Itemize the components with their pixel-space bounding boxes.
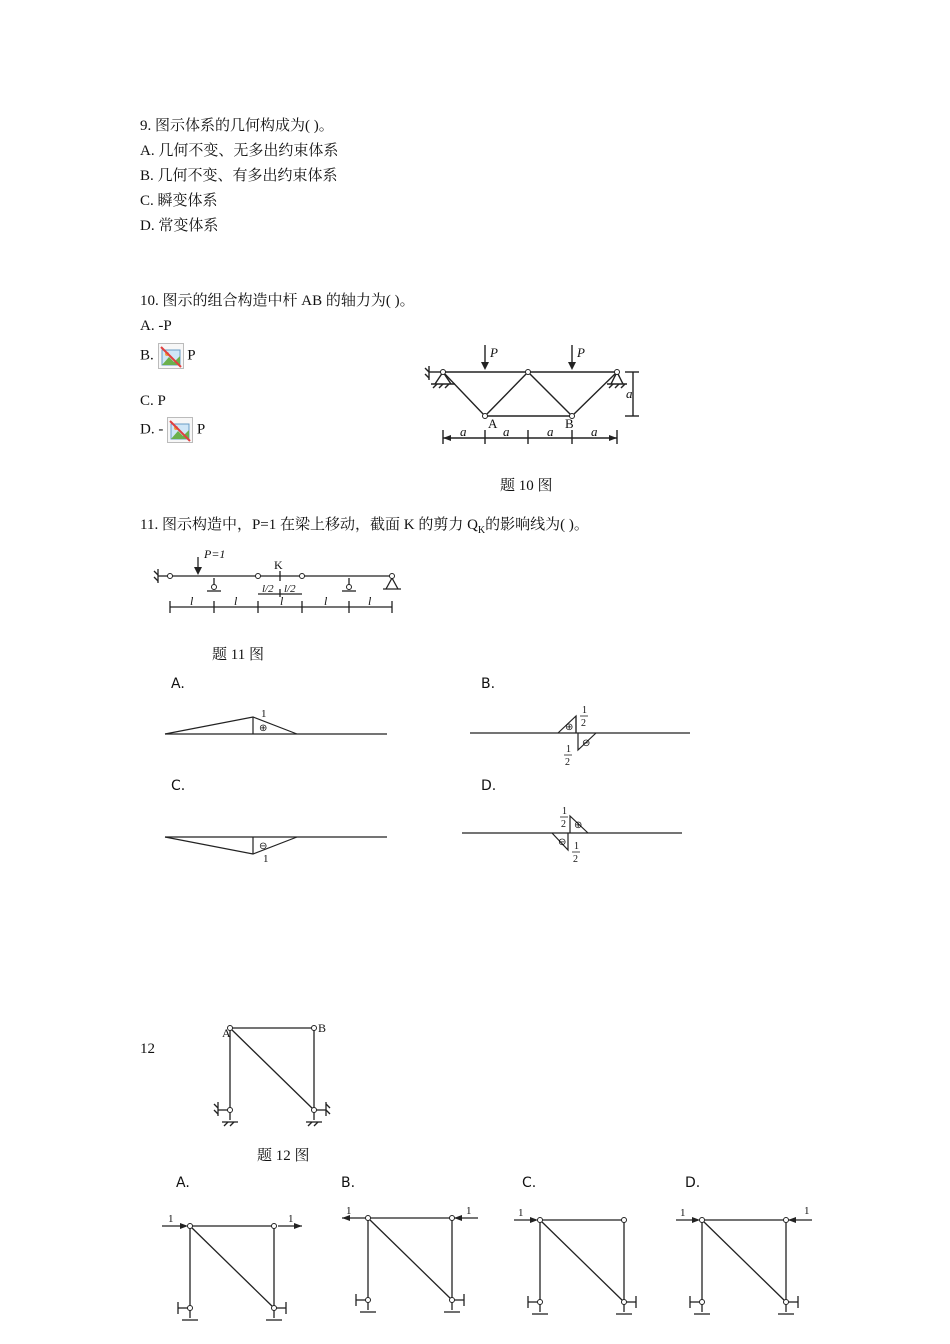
q9-option-b: B. 几何不变、有多出约束体系 <box>140 168 338 184</box>
q12-stem: 12 <box>140 1041 155 1057</box>
value-label: 1 <box>562 806 567 817</box>
q10-truss-figure <box>415 340 655 450</box>
q11-stem-subscript: K <box>477 525 486 536</box>
force-label: 1 <box>466 1205 472 1217</box>
value-label: 1 <box>582 705 587 716</box>
sign-label: ⊕ <box>259 723 268 734</box>
force-label: 1 <box>288 1213 294 1225</box>
q11-stem <box>140 516 589 540</box>
sign-label: ⊖ <box>582 738 591 749</box>
q11-stem-tail: 的影响线为( )。 <box>485 517 589 533</box>
q11-stem-main: 11. 图示构造中，P=1 在梁上移动，截面 K 的剪力 Q <box>140 517 478 533</box>
q10-option-a: A. -P <box>140 318 172 334</box>
value-label: 1 <box>574 841 579 852</box>
node-label-a: A <box>222 1026 231 1040</box>
value-label: 1 <box>263 853 269 865</box>
broken-image-icon <box>158 343 184 369</box>
q11-option-d-label: D. <box>481 778 497 794</box>
broken-image-icon <box>167 417 193 443</box>
q10-caption: 题 10 图 <box>500 478 553 494</box>
node-label-b: B <box>565 416 574 431</box>
q10-option-d <box>140 417 205 443</box>
svg-text:2: 2 <box>561 819 566 830</box>
q9-option-c: C. 瞬变体系 <box>140 193 218 209</box>
dim-label: a <box>460 424 467 439</box>
load-label: P <box>490 345 498 360</box>
load-label: P <box>577 345 585 360</box>
sign-label: ⊖ <box>259 841 268 852</box>
force-label: 1 <box>168 1213 174 1225</box>
dim-label: a <box>626 386 633 401</box>
dim-label: l/2 <box>284 583 296 595</box>
q12-option-b-label: B. <box>341 1175 356 1191</box>
value-label: 1 <box>261 708 267 720</box>
node-label-b: B <box>318 1021 327 1035</box>
dim-label: l/2 <box>262 583 274 595</box>
q10-stem: 10. 图示的组合构造中杆 AB 的轴力为( )。 <box>140 293 415 309</box>
q9-option-a: A. 几何不变、无多出约束体系 <box>140 143 339 159</box>
node-label-a: A <box>488 416 498 431</box>
dim-label: l <box>280 594 284 608</box>
sign-label: ⊕ <box>565 722 574 733</box>
force-label: 1 <box>346 1205 352 1217</box>
force-label: 1 <box>804 1205 810 1217</box>
force-label: 1 <box>518 1207 524 1219</box>
q10-option-b <box>140 343 196 369</box>
load-label: P=1 <box>204 547 226 561</box>
dim-label: l <box>368 594 372 608</box>
svg-text:2: 2 <box>573 854 578 865</box>
dim-label: a <box>547 424 554 439</box>
sign-label: ⊖ <box>558 837 567 848</box>
q10-option-b-label: B. <box>140 347 154 364</box>
q11-option-a-label: A. <box>171 676 185 692</box>
q11-beam-figure <box>150 545 410 620</box>
q12-option-d-diagram <box>672 1200 822 1330</box>
q10-option-d-value: P <box>196 421 206 438</box>
value-label: 1 <box>566 744 571 755</box>
q9-stem: 9. 图示体系的几何构成为( )。 <box>140 118 334 134</box>
q12-option-d-label: D. <box>685 1175 701 1191</box>
q10-option-d-label: D. - <box>140 421 164 438</box>
q12-frame-figure <box>210 1020 340 1130</box>
force-label: 1 <box>680 1207 686 1219</box>
q11-option-b-diagram <box>468 702 698 772</box>
q9-option-d: D. 常变体系 <box>140 218 219 234</box>
q12-option-c-diagram <box>510 1200 660 1330</box>
dim-label: a <box>591 424 598 439</box>
dim-label: l <box>234 594 238 608</box>
q11-option-a-diagram <box>163 705 393 745</box>
q11-option-c-diagram <box>163 827 393 867</box>
q12-option-c-label: C. <box>522 1175 537 1191</box>
svg-text:2: 2 <box>581 718 586 729</box>
q12-option-a-label: A. <box>176 1175 190 1191</box>
q12-caption: 题 12 图 <box>257 1148 310 1164</box>
dim-label: l <box>324 594 328 608</box>
q11-option-c-label: C. <box>171 778 186 794</box>
q10-option-c: C. P <box>140 393 166 409</box>
q11-option-d-diagram <box>460 802 690 872</box>
q12-option-a-diagram <box>160 1206 310 1336</box>
q10-option-b-value: P <box>187 347 196 364</box>
q12-option-b-diagram <box>338 1198 488 1328</box>
dim-label: l <box>190 594 194 608</box>
section-label-k: K <box>274 558 283 572</box>
q11-caption: 题 11 图 <box>212 647 264 663</box>
svg-text:2: 2 <box>565 757 570 768</box>
sign-label: ⊕ <box>574 820 583 831</box>
q11-option-b-label: B. <box>481 676 496 692</box>
dim-label: a <box>503 424 510 439</box>
